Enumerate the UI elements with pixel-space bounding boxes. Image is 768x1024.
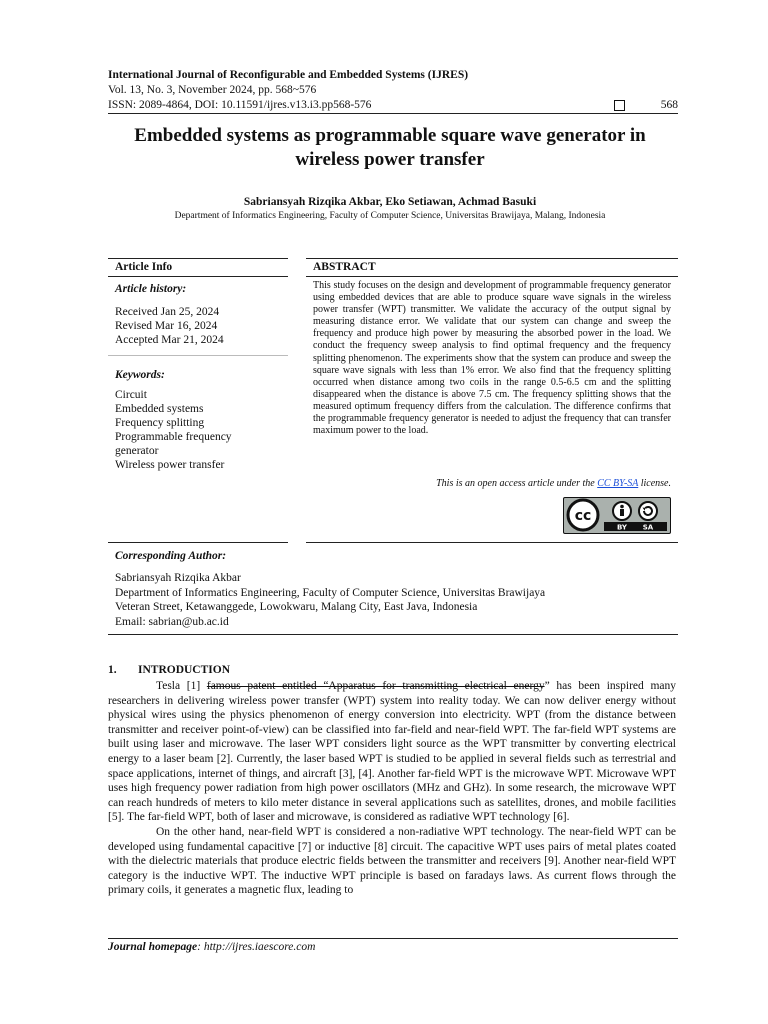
intro-title: INTRODUCTION [138,664,231,676]
corresponding-name: Sabriansyah Rizqika Akbar [115,572,241,584]
keyword-item: Wireless power transfer [115,459,225,471]
corresponding-bottom-rule [108,634,678,635]
paper-title-line-2: wireless power transfer [295,149,485,170]
homepage-url[interactable]: http://ijres.iaescore.com [203,941,316,953]
cc-letters: cc [574,508,592,524]
abstract-heading: ABSTRACT [313,261,376,273]
corresponding-left-rule [108,542,288,543]
cc-by-sa-badge[interactable] [563,497,671,534]
journal-volume: Vol. 13, No. 3, November 2024, pp. 568~576 [108,84,317,96]
header-rule [108,113,678,114]
cc-by-sa-link[interactable]: CC BY-SA [597,478,639,489]
intro-p1-rest: ” has been inspired many researchers in delivering wireless power transfer (WPT) system into reality today. We can now deliver energy without physical wires using the physics phenomenon of energy conversion into electricity. WPT (from the distance between transmitter and receiver point-of-view) can be classified into far-field and near-field WPT. The far-field WPT systems are built using laser and microwave. The laser WPT considers light source as the WPT transmitter by converting electrical energy to a laser beam [2]. Currently, the laser based WPT is studied to be applied in several fields such as terrestrial and space applications, internet of things, and aircraft [3], [4]. Another far-field WPT is the microwave WPT. Microwave WPT uses high frequency power radiation from high power oscillators (MHz and GHz). In some research, the microwave WPT can reach hundreds of meters to kilo meter distance in several applications such as satellites, drones, and mobile facilities [5]. The far-field WPT, both of laser and microwave, is considered as radiative WPT technology [6]. [108,680,677,824]
affiliation: Department of Informatics Engineering, Faculty of Computer Science, Universitas Brawijaya, Malang, Indonesia [174,211,606,221]
open-access-note [313,478,671,489]
keywords-label: Keywords: [115,369,165,381]
paper-title [100,124,680,172]
badge-sa-label: SA [642,523,654,532]
footer-rule [108,938,678,939]
intro-paragraph-1 [108,679,676,825]
cc-badge-graphic [564,498,669,532]
homepage-label: Journal homepage [108,941,198,953]
corresponding-dept: Department of Informatics Engineering, Faculty of Computer Science, Universitas Brawijaya [115,586,546,599]
corresponding-address: Veteran Street, Ketawanggede, Lowokwaru, Malang City, East Java, Indonesia [115,601,478,613]
article-info-under-rule [108,276,288,277]
square-bullet-icon [614,100,625,111]
intro-number: 1. [108,664,117,676]
abstract-text: This study focuses on the design and development of programmable frequency generator using embedded devices that are able to produce square wave signals in the wireless power transfer (WPT) transmitter. We validate the accuracy of the output signal by measuring distance error. We validate that our system can change and sweep the frequency and produce high power by measuring the absorbed power in the load. We conduct the frequency sweep analysis to find optimal frequency and the frequency splitting phenomenon. The experiments show that the system can produce and sweep the square wave signals with less than 1% error. We also find that the frequency splitting occurred when distance among two coils in the range 0.5-6.5 cm and the splitting disappeared when the distance is above 7.5 cm. The frequency splitting shows that the measured optimum frequency differs from the calculation. The difference confirms that the programmable frequency generator is needed to adjust the frequency that can transfer maximum power to the load. [313,280,671,437]
accepted-date: Accepted Mar 21, 2024 [115,334,224,346]
intro-p1-strikethrough: famous patent entitled “Apparatus for transmitting electrical energy [206,680,545,692]
page-number-group [614,98,678,113]
corresponding-email: Email: sabrian@ub.ac.id [115,615,229,628]
authors: Sabriansyah Rizqika Akbar, Eko Setiawan, Achmad Basuki [243,196,537,208]
journal-issn: ISSN: 2089-4864, DOI: 10.11591/ijres.v13.i3.pp568-576 [108,99,372,111]
open-access-suffix: license. [638,478,671,489]
keywords-block [115,368,285,472]
abstract-under-rule [306,276,678,277]
corresponding-right-rule [306,542,678,543]
page-number: 568 [660,99,678,111]
keyword-item: Programmable frequency [115,431,232,443]
badge-label-strip [604,522,667,531]
paper-title-line-1: Embedded systems as programmable square wave generator in [134,125,646,146]
abstract-top-rule [306,258,678,259]
article-history [115,282,285,347]
keyword-item: Frequency splitting [115,417,205,429]
keyword-item: Embedded systems [115,403,204,415]
corresponding-details [115,571,675,629]
journal-header [108,68,678,113]
journal-name: International Journal of Reconfigurable and Embedded Systems (IJRES) [108,69,469,81]
intro-paragraph-2: On the other hand, near-field WPT is considered a non-radiative WPT technology. The near-field WPT can be developed using fundamental capacitive [7] or inductive [8] circuit. The capacitive WPT uses pairs of metal plates coated with the dielectric materials that produce electric fields between the transmitter and receivers [9]. Another near-field WPT category is the inductive WPT. The inductive WPT principle is based on faradays laws. As current flows through the primary coils, it generates a magnetic flux, leading to [108,825,676,897]
article-info-heading: Article Info [115,261,173,273]
keyword-item: generator [115,445,159,457]
corresponding-heading: Corresponding Author: [115,550,227,562]
share-alike-icon [639,502,657,520]
received-date: Received Jan 25, 2024 [115,306,220,318]
badge-by-label: BY [616,523,628,532]
revised-date: Revised Mar 16, 2024 [115,320,218,332]
article-history-label: Article history: [115,283,187,295]
issn-row [108,98,678,113]
article-info-top-rule [108,258,288,259]
keyword-item: Circuit [115,389,147,401]
person-body [620,509,624,516]
intro-heading [108,664,678,676]
journal-homepage [108,941,315,953]
person-head [620,505,624,509]
intro-p1-start: Tesla [1] [156,680,207,692]
intro-body [108,679,676,898]
homepage-sep: : [197,941,204,953]
history-divider [108,355,288,356]
open-access-prefix: This is an open access article under the [436,478,598,489]
